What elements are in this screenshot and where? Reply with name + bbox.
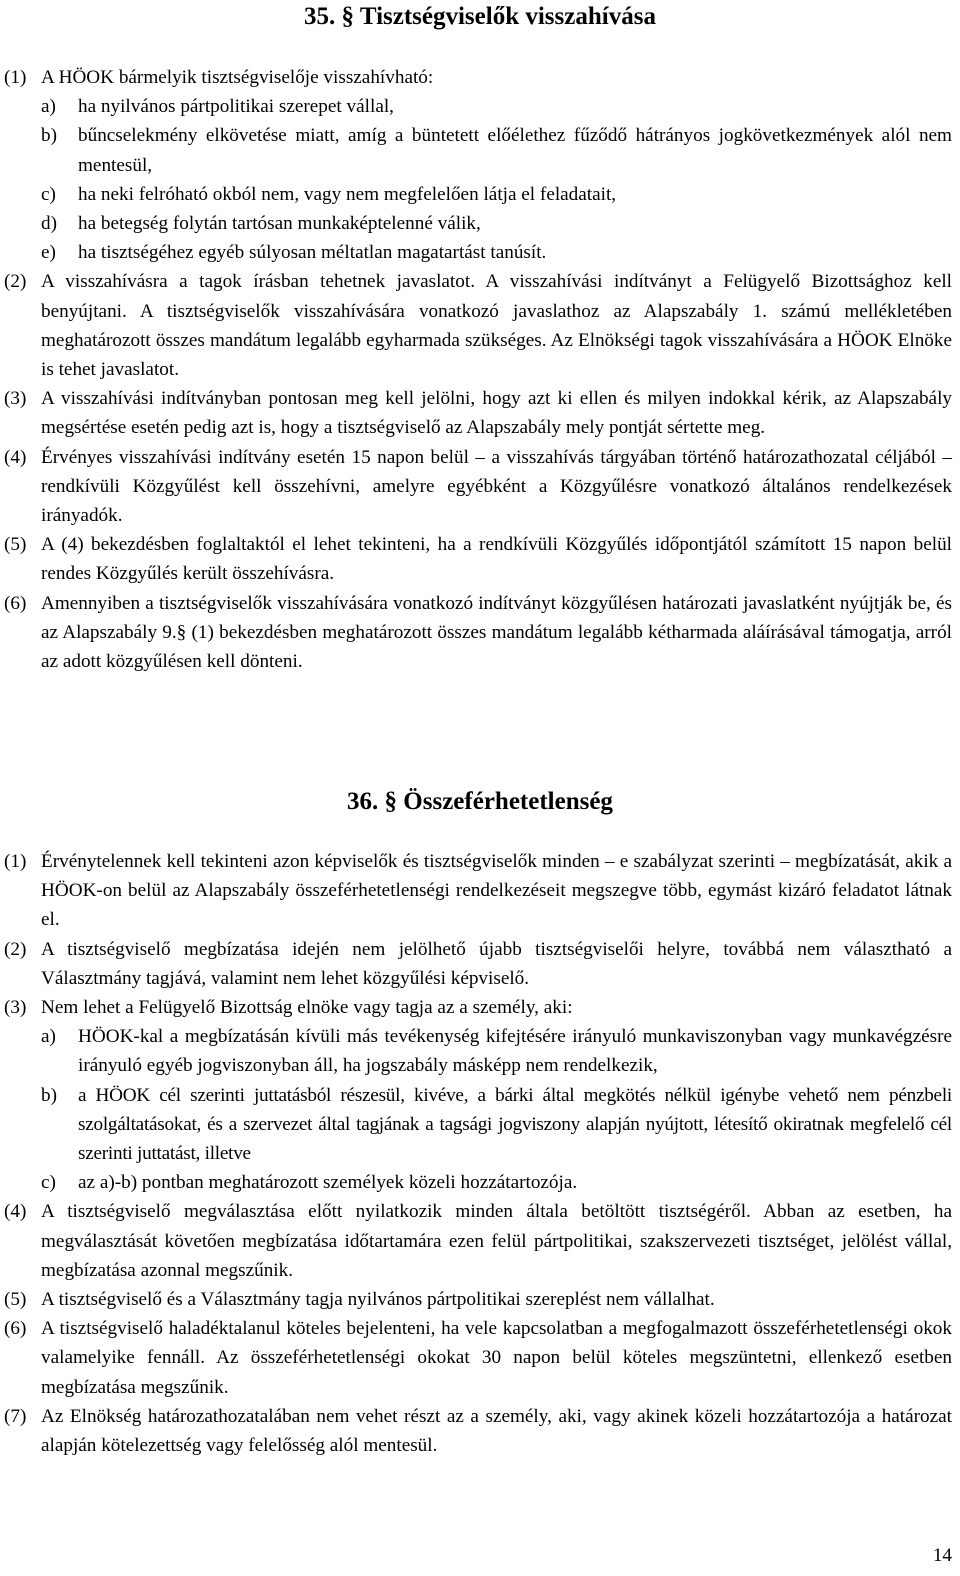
list-item-36-3-b (41, 1081, 952, 1169)
section-36-title: 36. § Összeférhetetlenség (347, 788, 613, 815)
list-item-35-1-c (41, 180, 952, 209)
paragraph-text: Amennyiben a tisztségviselők visszahívására vonatkozó indítványt közgyűlésen határozati javaslatként nyújtják be, és az Alapszabály 9.§ (1) bekezdésben meghatározott összes mandátum legalább kétharmada aláírásával támogatja, arról az adott közgyűlésen kell dönteni. (41, 592, 952, 673)
paragraph-number: (5) (4, 534, 27, 556)
list-letter: c) (41, 1172, 56, 1194)
paragraph-number: (6) (4, 1318, 27, 1340)
list-letter: a) (41, 1026, 56, 1048)
section-35-title: 35. § Tisztségviselők visszahívása (304, 3, 656, 30)
paragraph-35-2 (4, 267, 952, 384)
paragraph-35-4 (4, 443, 952, 531)
list-item-35-1-d (41, 209, 952, 238)
section-36-body (4, 847, 952, 1460)
page-number: 14 (932, 1545, 952, 1566)
paragraph-36-6 (4, 1314, 952, 1402)
list-text: HÖOK-kal a megbízatásán kívüli más tevékenység kifejtésére irányuló munkaviszonyban vagy munkavégzésre irányuló egyéb jogviszonyban áll, ha jogszabály másképp nem rendelkezik, (78, 1026, 952, 1077)
paragraph-text: Nem lehet a Felügyelő Bizottság elnöke vagy tagja az a személy, aki: (41, 997, 573, 1019)
paragraph-number: (5) (4, 1289, 27, 1311)
list-item-36-3-c (41, 1168, 952, 1197)
paragraph-text: Érvénytelennek kell tekinteni azon képviselők és tisztségviselők minden – e szabályzat szerinti – megbízatását, akik a HÖOK-on belül az Alapszabály összeférhetetlenségi rendelkezéseit megszegve több, egymást kizáró feladatot látnak el. (41, 851, 952, 931)
list-text: ha betegség folytán tartósan munkaképtelenné válik, (78, 213, 481, 235)
section-35-body (4, 63, 952, 676)
paragraph-text: Az Elnökség határozathozatalában nem vehet részt az a személy, aki, vagy akinek közeli hozzátartozója a határozat alapján kötelezettség vagy felelősség alól mentesül. (41, 1405, 952, 1457)
list-letter: a) (41, 96, 56, 118)
paragraph-text: A tisztségviselő megbízatása idején nem jelölhető újabb tisztségviselői helyre, továbbá nem választható a Választmány tagjává, valamint nem lehet közgyűlési képviselő. (41, 938, 952, 989)
list-item-35-1-a (41, 92, 952, 121)
paragraph-number: (3) (4, 388, 27, 410)
paragraph-text: A tisztségviselő megválasztása előtt nyilatkozik minden általa betöltött tisztségéről. Abban az esetben, ha megválasztását követően megbízatása időtartamára ezen felül pártpolitikai, szakszervezeti tisztséget, jelölést vállal, megbízatása azonnal megszűnik. (41, 1201, 952, 1281)
paragraph-36-4 (4, 1197, 952, 1285)
paragraph-text: A HÖOK bármelyik tisztségviselője visszahívható: (41, 67, 434, 88)
paragraph-number: (2) (4, 938, 27, 960)
paragraph-number: (3) (4, 997, 27, 1019)
paragraph-text: A (4) bekezdésben foglaltaktól el lehet tekinteni, ha a rendkívüli Közgyűlés időpontjától számított 15 napon belül rendes Közgyűlés került összehívásra. (41, 534, 952, 585)
paragraph-text: A tisztségviselő haladéktalanul köteles bejelenteni, ha vele kapcsolatban a megfogalmazott összeférhetetlenségi okok valamelyike fennáll. Az összeférhetetlenségi okokat 30 napon belül köteles megszüntetni, ellenkező esetben megbízatása megszűnik. (41, 1318, 952, 1398)
paragraph-35-1 (4, 63, 952, 92)
list-text: az a)-b) pontban meghatározott személyek közeli hozzátartozója. (78, 1172, 578, 1194)
list-text: ha tisztségéhez egyéb súlyosan méltatlan magatartást tanúsít. (78, 242, 547, 264)
list-letter: b) (41, 125, 57, 147)
paragraph-36-2 (4, 935, 952, 993)
paragraph-35-5 (4, 530, 952, 588)
paragraph-text: A visszahívási indítványban pontosan meg kell jelölni, hogy azt ki ellen és milyen indokkal kérik, az Alapszabály megsértése esetén pedig azt is, hogy a tisztségviselő az Alapszabály mely pontját sértette meg. (41, 388, 952, 439)
paragraph-text: Érvényes visszahívási indítvány esetén 15 napon belül – a visszahívás tárgyában történő határozathozatal céljából – rendkívüli Közgyűlést kell összehívni, amelyre egyébként a Közgyűlésre vonatkozó általános rendelkezések irányadók. (41, 446, 952, 527)
paragraph-number: (1) (4, 67, 27, 88)
paragraph-36-5 (4, 1285, 952, 1314)
paragraph-36-1 (4, 847, 952, 935)
paragraph-35-6 (4, 589, 952, 677)
paragraph-number: (1) (4, 851, 27, 872)
list-text: ha neki felróható okból nem, vagy nem megfelelően látja el feladatait, (78, 183, 617, 205)
list-letter: e) (41, 242, 56, 264)
list-item-35-1-e (41, 238, 952, 267)
list-item-35-1-b (41, 121, 952, 179)
paragraph-number: (4) (4, 1201, 27, 1223)
paragraph-number: (2) (4, 271, 27, 293)
list-text: bűncselekmény elkövetése miatt, amíg a büntetett előélethez fűződő hátrányos jogkövetkezmények alól nem mentesül, (78, 125, 952, 176)
list-letter: c) (41, 183, 56, 205)
paragraph-number: (4) (4, 446, 27, 468)
paragraph-text: A tisztségviselő és a Választmány tagja nyilvános pártpolitikai szereplést nem vállalhat. (41, 1289, 715, 1311)
paragraph-text: A visszahívásra a tagok írásban tehetnek javaslatot. A visszahívási indítványt a Felügyelő Bizottsághoz kell benyújtani. A tisztségviselők visszahívására vonatkozó javaslathoz az Alapszabály 1. számú mellékletében meghatározott összes mandátum legalább egyharmada szükséges. Az Elnökségi tagok visszahívására a HÖOK Elnöke is tehet javaslatot. (41, 271, 952, 381)
list-text: a HÖOK cél szerinti juttatásból részesül, kivéve, a bárki által megkötés nélkül igénybe vehető nem pénzbeli szolgáltatásokat, és a szervezet által tagjának a tagsági jogviszony alapján nyújtott, létesítő okiratnak megfelelő cél szerinti juttatást, illetve (78, 1084, 952, 1165)
paragraph-number: (6) (4, 592, 27, 614)
paragraph-36-7 (4, 1402, 952, 1460)
list-letter: b) (41, 1084, 57, 1106)
list-letter: d) (41, 213, 57, 235)
list-text: ha nyilvános pártpolitikai szerepet vállal, (78, 96, 394, 118)
paragraph-35-3 (4, 384, 952, 442)
list-item-36-3-a (41, 1022, 952, 1080)
paragraph-36-3 (4, 993, 952, 1022)
paragraph-number: (7) (4, 1405, 27, 1427)
